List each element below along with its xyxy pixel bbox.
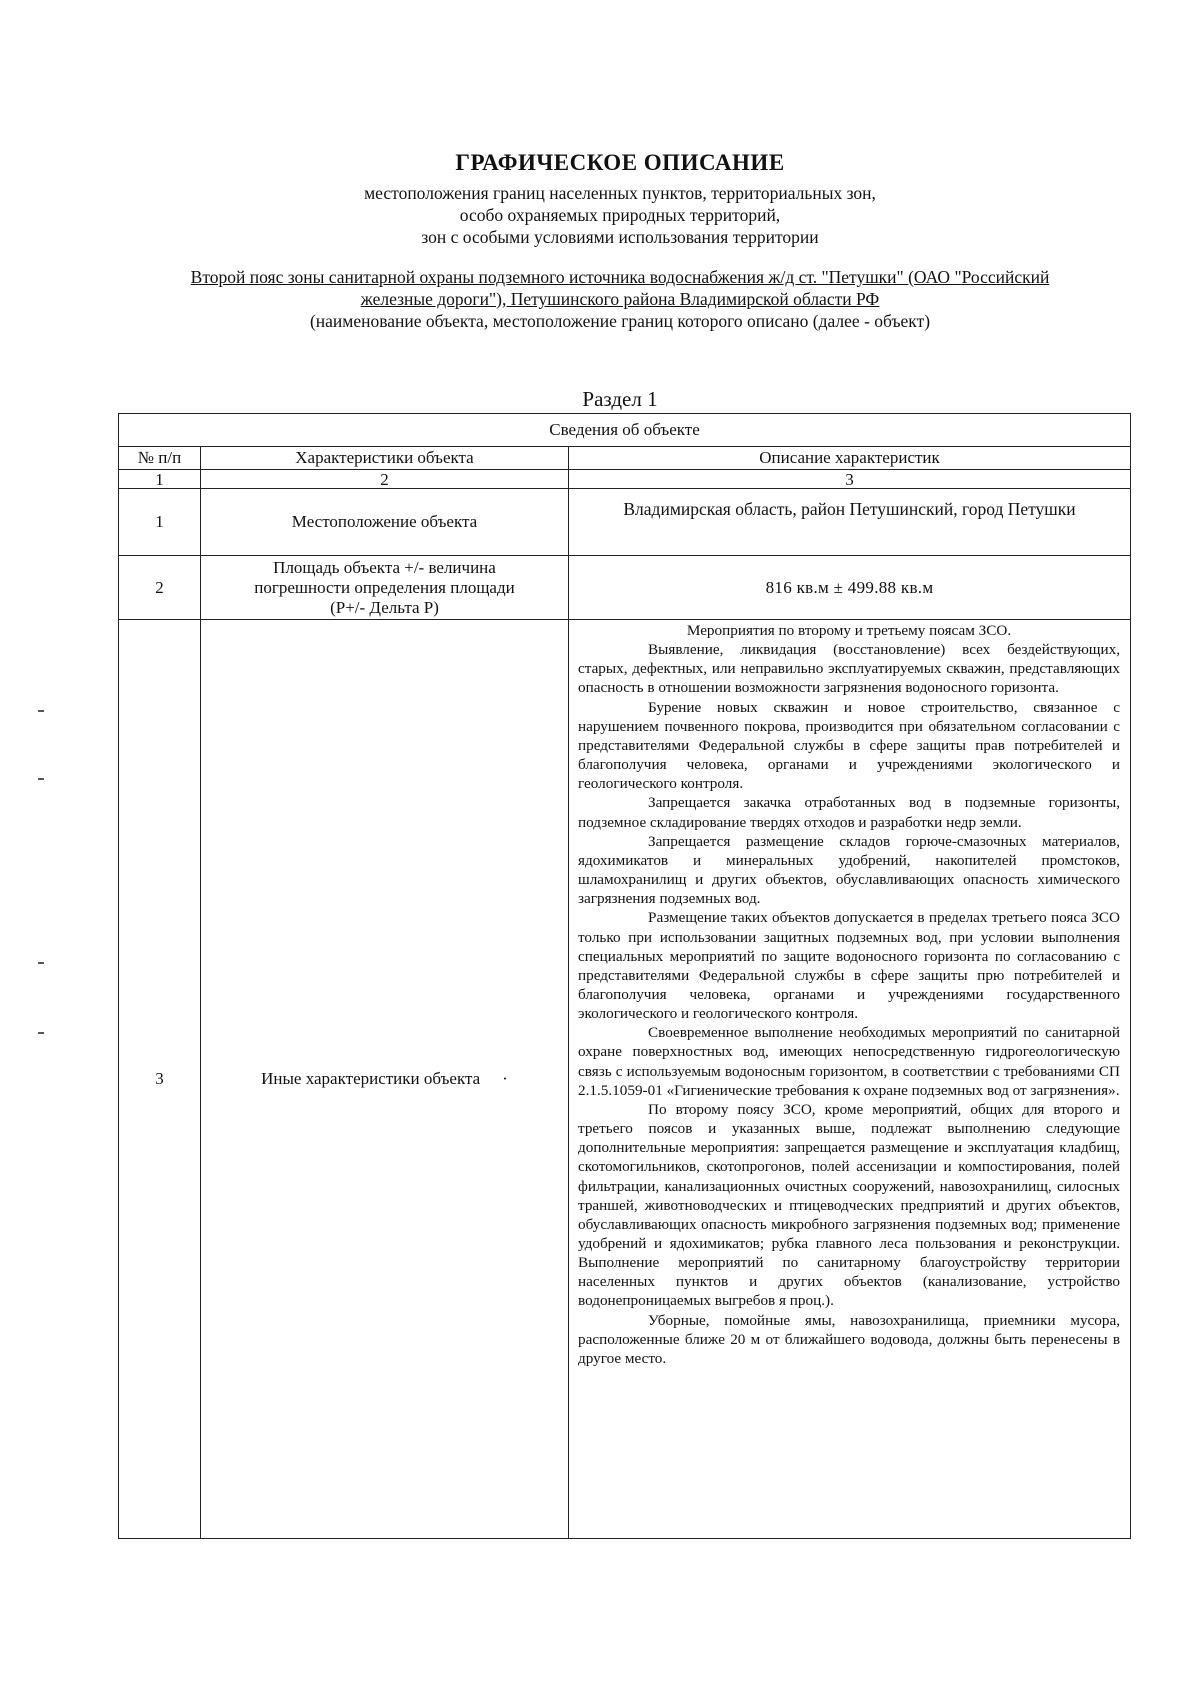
subtitle-line: особо охраняемых природных территорий,	[459, 205, 781, 225]
table-title: Сведения об объекте	[119, 414, 1131, 447]
scan-edge-mark	[38, 710, 44, 712]
object-name-caption: (наименование объекта, местоположение границ которого описано (далее - объект)	[309, 311, 931, 331]
row-value: Владимирская область, район Петушинский, город Петушки	[569, 489, 1131, 556]
description-paragraph: Запрещается закачка отработанных вод в подземные горизонты, подземное складирование твердях отходов и разработки недр земли.	[578, 794, 1121, 831]
row-description	[569, 620, 1131, 1539]
description-paragraph: Мероприятия по второму и третьему поясам ЗСО.	[686, 622, 1012, 639]
description-paragraph: Бурение новых скважин и новое строительство, связанное с нарушением почвенного покрова, производится при обязательном согласовании с представителями Федеральной службы в сфере защиты прав потребителей и благополучия человека, органами и учреждениями экологического и геологического контроля.	[578, 698, 1121, 793]
column-number: 2	[201, 470, 569, 489]
column-number: 3	[569, 470, 1131, 489]
row-label-line: (Р+/- Дельта Р)	[330, 597, 439, 617]
column-header-characteristic: Характеристики объекта	[201, 447, 569, 470]
row-label-line: Площадь объекта +/- величина	[273, 557, 496, 577]
row-label: Местоположение объекта	[201, 489, 569, 556]
description-paragraph: Запрещается размещение складов горюче-смазочных материалов, ядохимикатов и минеральных удобрений, накопителей промстоков, шламохранилищ и других объектов, обуславливающих опасность химического загрязнения подземных вод.	[578, 832, 1121, 908]
object-info-table	[118, 413, 1131, 1539]
column-header-description: Описание характеристик	[569, 447, 1131, 470]
table-row	[119, 556, 1131, 620]
row-label-line: погрешности определения площади	[254, 577, 515, 597]
scan-edge-mark	[38, 962, 44, 964]
subtitle-line: местоположения границ населенных пунктов, территориальных зон,	[364, 183, 876, 203]
document-title: ГРАФИЧЕСКОЕ ОПИСАНИЕ	[455, 150, 785, 175]
description-paragraph: Размещение таких объектов допускается в пределах третьего пояса ЗСО только при использовании защитных подземных вод, при условии выполнения специальных мероприятий по защите водоносного горизонта по согласованию с представителями Федеральной службы в сфере защиты прю потребителей и благополучия человека, органами и учреждениями государственного экологического и геологического контроля.	[578, 909, 1121, 1023]
row-label	[201, 556, 569, 620]
table-row	[119, 489, 1131, 556]
object-name-block	[100, 266, 1140, 332]
row-label: Иные характеристики объекта	[261, 1069, 481, 1088]
object-name-line: Второй пояс зоны санитарной охраны подземного источника водоснабжения ж/д ст. "Петушки" (ОАО "Российский	[190, 267, 1050, 287]
table-row	[119, 620, 1131, 1539]
row-number: 3	[119, 620, 201, 1539]
row-number: 1	[119, 489, 201, 556]
document-subtitle	[0, 182, 1200, 248]
object-name-line: железные дороги"), Петушинского района Владимирской области РФ	[360, 289, 880, 309]
description-paragraph: Уборные, помойные ямы, навозохранилища, приемники мусора, расположенные ближе 20 м от ближайшего водовода, должны быть перенесены в другое место.	[578, 1311, 1121, 1367]
scan-edge-mark	[38, 778, 44, 780]
description-paragraph: Выявление, ликвидация (восстановление) всех бездействующих, старых, дефектных, или неправильно эксплуатируемых скважин, представляющих опасность в отношении возможности загрязнения водоносного горизонта.	[578, 641, 1121, 697]
row-value: 816 кв.м ± 499.88 кв.м	[569, 556, 1131, 620]
description-paragraph: По второму поясу ЗСО, кроме мероприятий, общих для второго и третьего поясов и указанных выше, подлежат выполнению следующие дополнительные мероприятия: запрещается размещение и эксплуатация кладбищ, скотомогильников, скотопрогонов, полей ассенизации и компостирования, полей фильтрации, канализационных очистных сооружений, навозохранилищ, силосных траншей, животноводческих и птицеводческих предприятий и других объектов, обуславливающих опасность микробного загрязнения подземных вод; применение удобрений и ядохимикатов; рубка главного леса пользования и реконструкции. Выполнение мероприятий по санитарному благоустройству территории населенных пунктов и других объектов (канализование, устройство водонепроницаемых выгребов я проц.).	[578, 1100, 1121, 1310]
column-header-num: № п/п	[119, 447, 201, 470]
description-paragraph: Своевременное выполнение необходимых мероприятий по санитарной охране поверхностных вод, имеющих непосредственную гидрогеологическую связь с используемым водоносным горизонтом, в соответствии с требованиями СП 2.1.5.1059-01 «Гигиенические требования к охране подземных вод от загрязнения».	[578, 1024, 1121, 1099]
row-number: 2	[119, 556, 201, 620]
row-label-cell	[201, 620, 569, 1539]
section-heading: Раздел 1	[582, 387, 658, 411]
stray-mark: ·	[502, 1069, 508, 1088]
scan-edge-mark	[38, 1032, 44, 1034]
column-number: 1	[119, 470, 201, 489]
subtitle-line: зон с особыми условиями использования территории	[421, 227, 819, 247]
